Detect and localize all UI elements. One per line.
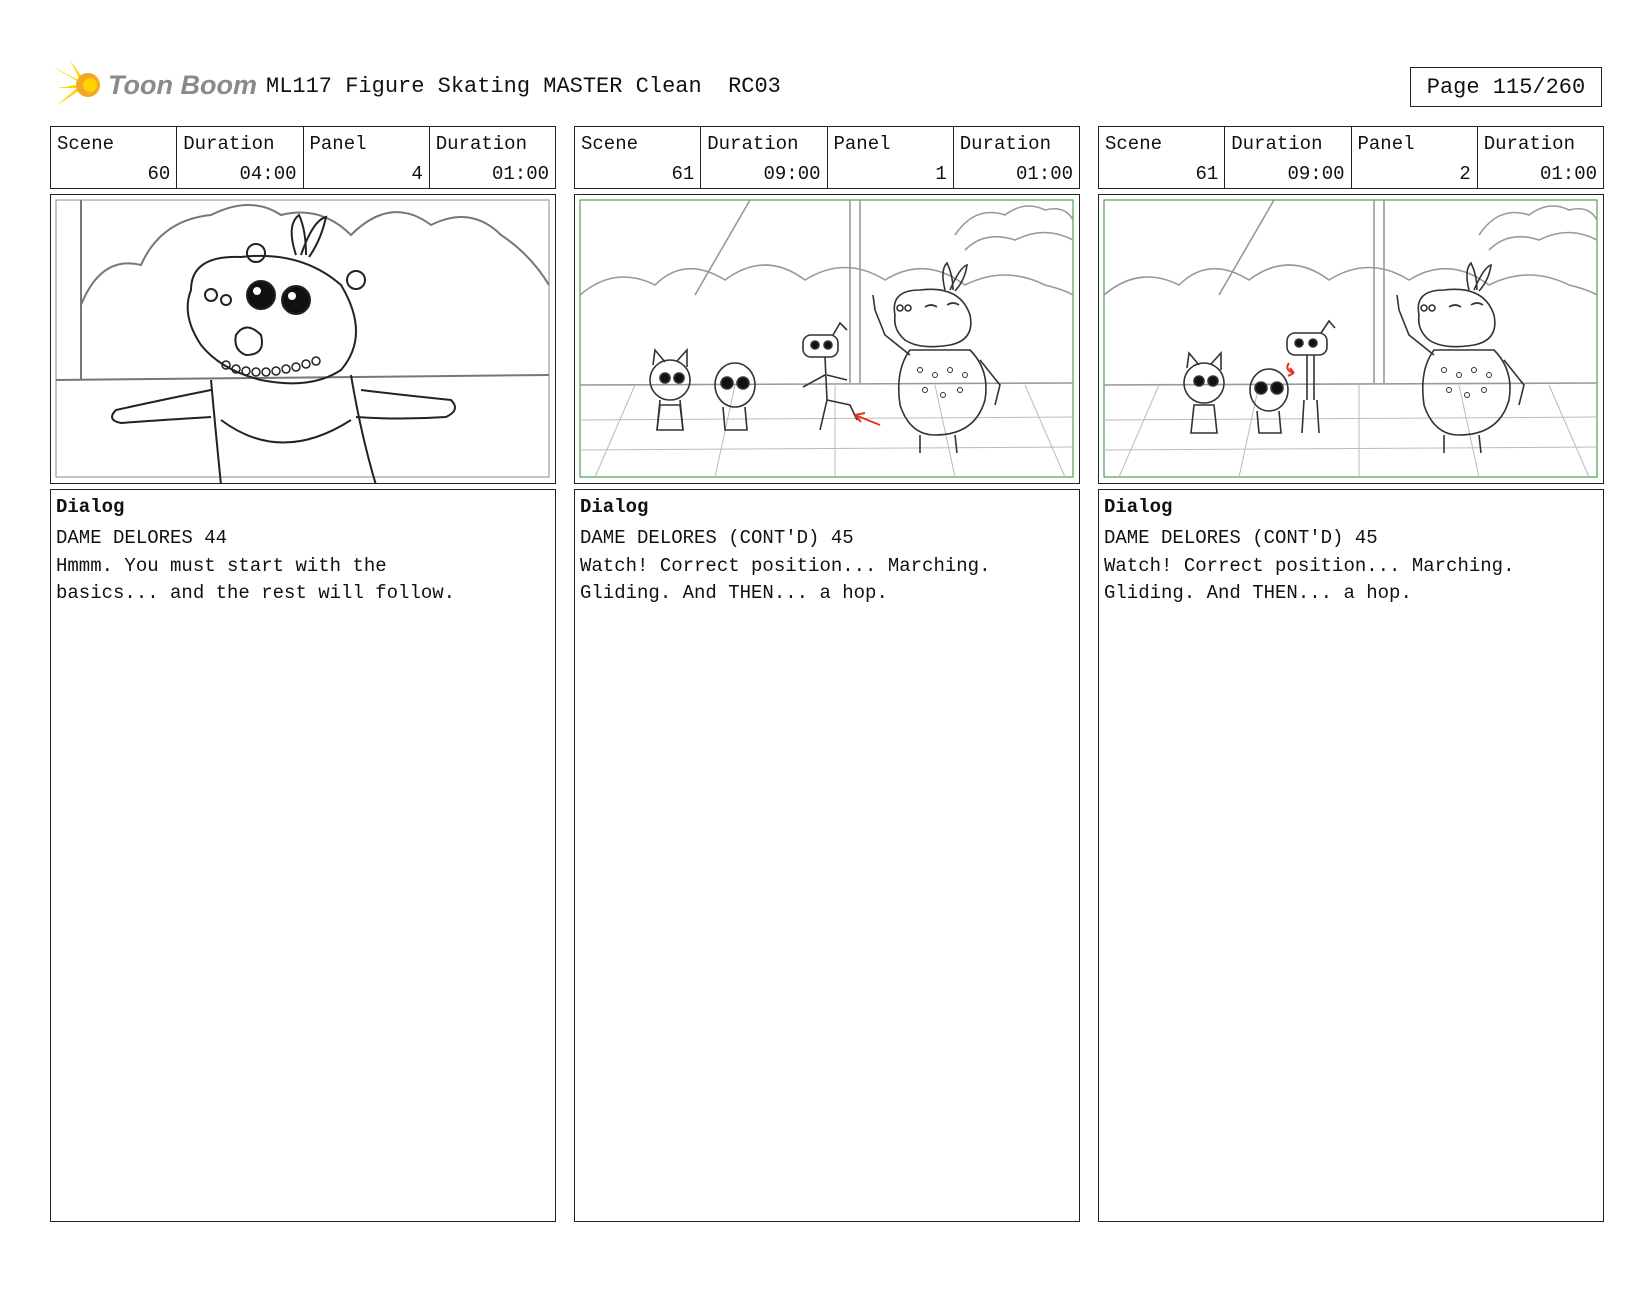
dialog-label: Dialog bbox=[56, 496, 125, 518]
page-number: Page 115/260 bbox=[1410, 67, 1602, 107]
dialog-character: DAME DELORES 44 bbox=[56, 527, 228, 549]
scene-label: Scene bbox=[581, 133, 639, 155]
dialog-label: Dialog bbox=[1104, 496, 1173, 518]
scene-number: 61 bbox=[1195, 163, 1219, 185]
panel-cell bbox=[1351, 127, 1477, 188]
dialog-text: Watch! Correct position... Marching. Gliding. And THEN... a hop. bbox=[580, 555, 991, 604]
scene-number: 60 bbox=[147, 163, 171, 185]
panel-duration: 01:00 bbox=[1015, 163, 1073, 185]
panel-number: 1 bbox=[935, 163, 947, 185]
panel-image bbox=[1098, 194, 1604, 484]
document-title: ML117 Figure Skating MASTER Clean RC03 bbox=[266, 74, 781, 99]
panel-duration: 01:00 bbox=[1539, 163, 1597, 185]
logo-text: Toon Boom bbox=[108, 70, 257, 100]
sunburst-logo-icon bbox=[52, 58, 108, 114]
panel-cell bbox=[303, 127, 429, 188]
scene-label: Scene bbox=[57, 133, 115, 155]
panel-sketch bbox=[1099, 195, 1604, 484]
panel-header bbox=[50, 126, 556, 189]
panel-label: Panel bbox=[1357, 133, 1415, 155]
panel-number: 2 bbox=[1459, 163, 1471, 185]
scene-duration: 04:00 bbox=[239, 163, 297, 185]
panel-duration-cell bbox=[1477, 127, 1603, 188]
scene-duration-cell bbox=[700, 127, 826, 188]
panel-duration-cell bbox=[429, 127, 555, 188]
dialog-character: DAME DELORES (CONT'D) 45 bbox=[580, 527, 854, 549]
duration-label: Duration bbox=[435, 133, 527, 155]
duration-label: Duration bbox=[959, 133, 1051, 155]
scene-cell bbox=[51, 127, 176, 188]
panel-sketch bbox=[575, 195, 1080, 484]
duration-label: Duration bbox=[183, 133, 275, 155]
duration-label: Duration bbox=[707, 133, 799, 155]
dialog-label: Dialog bbox=[580, 496, 649, 518]
toon-boom-logo bbox=[52, 58, 257, 114]
scene-number: 61 bbox=[671, 163, 695, 185]
dialog-character: DAME DELORES (CONT'D) 45 bbox=[1104, 527, 1378, 549]
panel-duration-cell bbox=[953, 127, 1079, 188]
scene-duration: 09:00 bbox=[1287, 163, 1345, 185]
dialog-text: Hmmm. You must start with the basics... and the rest will follow. bbox=[56, 555, 456, 604]
dialog-text: Watch! Correct position... Marching. Gliding. And THEN... a hop. bbox=[1104, 555, 1515, 604]
dialog-box bbox=[50, 489, 556, 1222]
duration-label: Duration bbox=[1231, 133, 1323, 155]
duration-label: Duration bbox=[1483, 133, 1575, 155]
panel-duration: 01:00 bbox=[491, 163, 549, 185]
panel-image bbox=[574, 194, 1080, 484]
scene-duration-cell bbox=[1224, 127, 1350, 188]
panel-sketch bbox=[51, 195, 556, 484]
panel-header bbox=[1098, 126, 1604, 189]
panel-label: Panel bbox=[833, 133, 891, 155]
dialog-box bbox=[574, 489, 1080, 1222]
panel-number: 4 bbox=[411, 163, 423, 185]
panel-image bbox=[50, 194, 556, 484]
panel-label: Panel bbox=[309, 133, 367, 155]
panel-header bbox=[574, 126, 1080, 189]
scene-cell bbox=[1099, 127, 1224, 188]
scene-cell bbox=[575, 127, 700, 188]
scene-label: Scene bbox=[1105, 133, 1163, 155]
panel-cell bbox=[827, 127, 953, 188]
scene-duration-cell bbox=[176, 127, 302, 188]
scene-duration: 09:00 bbox=[763, 163, 821, 185]
dialog-box bbox=[1098, 489, 1604, 1222]
